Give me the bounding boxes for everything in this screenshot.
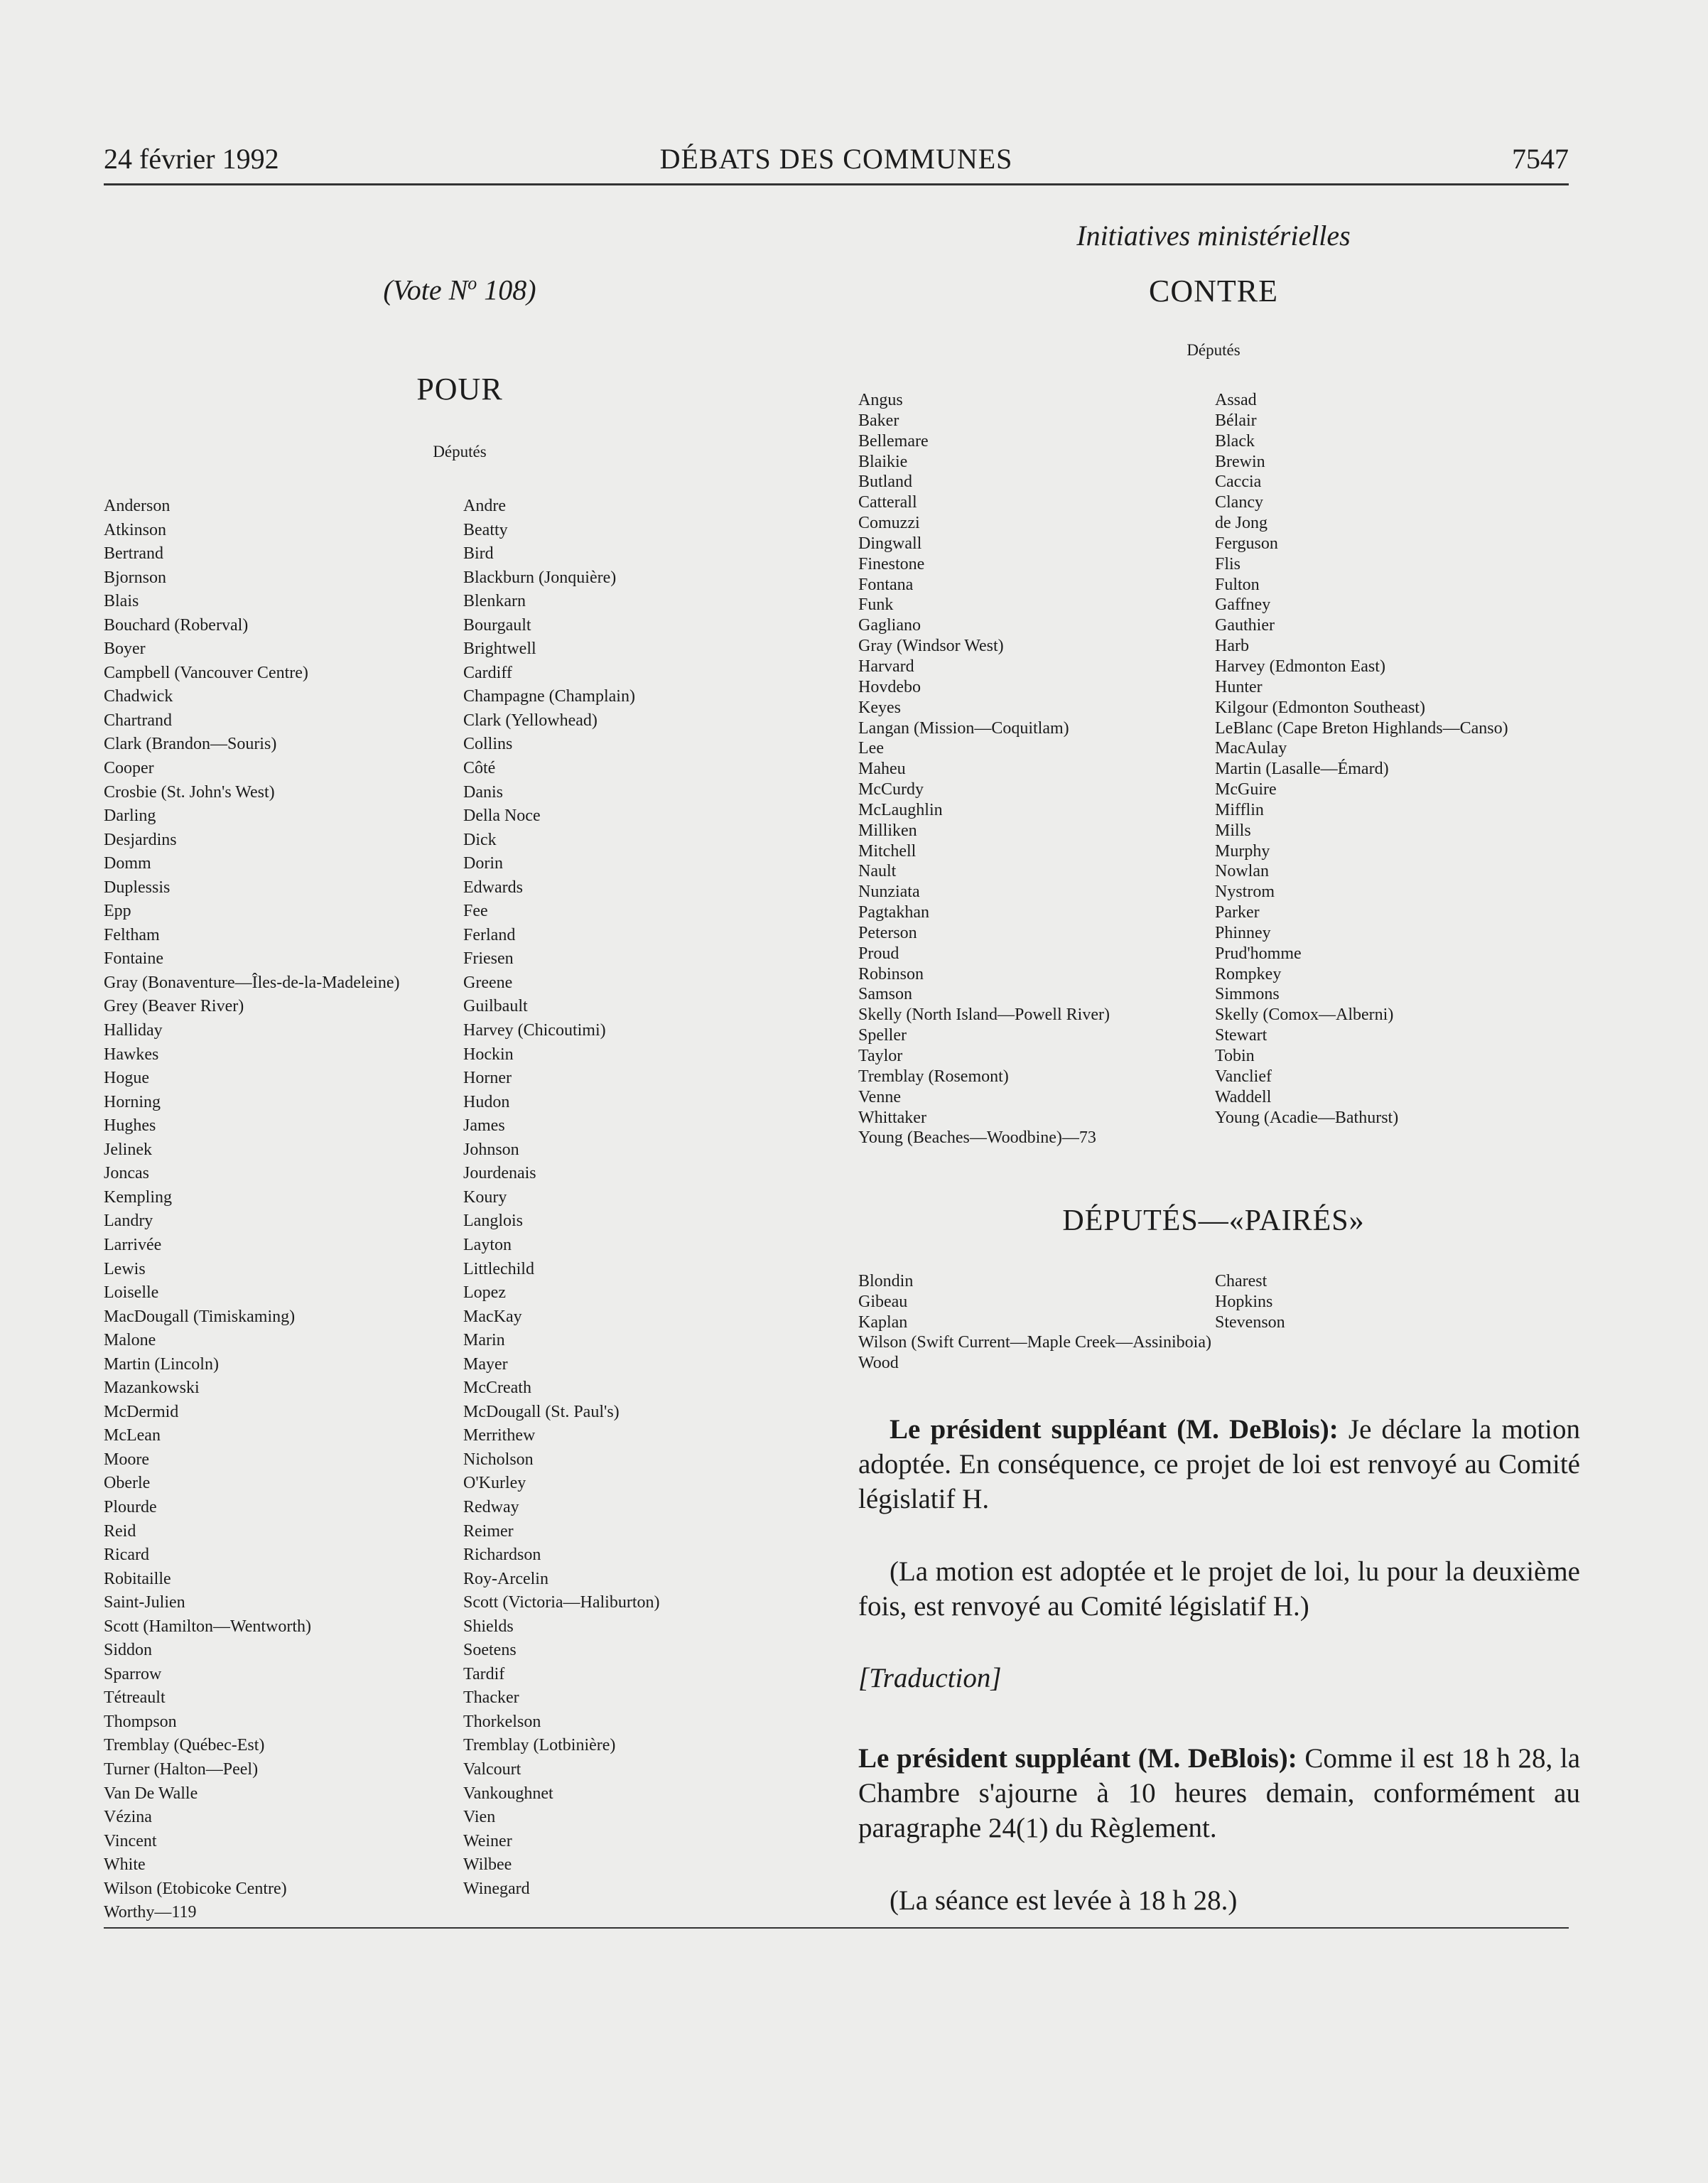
list-item: Young (Beaches—Woodbine)—73	[858, 1128, 1096, 1148]
list-item: McGuire	[1215, 780, 1277, 799]
list-item: Collins	[463, 735, 513, 754]
list-item: Hopkins	[1215, 1292, 1273, 1311]
list-item: Keyes	[858, 698, 901, 717]
list-item: Prud'homme	[1215, 944, 1302, 963]
list-item: Desjardins	[104, 830, 177, 849]
list-item: Reimer	[463, 1521, 514, 1541]
list-item: LeBlanc (Cape Breton Highlands—Canso)	[1215, 718, 1508, 738]
list-item: Peterson	[858, 923, 917, 942]
list-item: Mayer	[463, 1354, 508, 1374]
list-item: Bellemare	[858, 431, 929, 451]
list-item: Catterall	[858, 493, 917, 512]
list-item: Epp	[104, 902, 131, 921]
list-item: Vien	[463, 1808, 496, 1827]
list-item: Robinson	[858, 964, 924, 983]
list-item: MacAulay	[1215, 739, 1287, 758]
list-item: Fontana	[858, 575, 914, 594]
list-item: Lopez	[463, 1283, 506, 1303]
list-item: Blaikie	[858, 452, 908, 471]
list-item: Wood	[858, 1354, 899, 1373]
list-item: Reid	[104, 1521, 136, 1541]
pour-heading: POUR	[416, 372, 503, 406]
contre-heading: CONTRE	[1149, 274, 1278, 308]
list-item: Halliday	[104, 1021, 163, 1040]
list-item: Dorin	[463, 854, 503, 873]
list-item: Koury	[463, 1187, 507, 1207]
list-item: Blondin	[858, 1272, 914, 1290]
paires-heading: DÉPUTÉS—«PAIRÉS»	[1062, 1204, 1365, 1237]
list-item: Shields	[463, 1617, 514, 1636]
list-item: Chartrand	[104, 711, 172, 730]
pour-subheading: Députés	[433, 443, 487, 460]
list-item: Horning	[104, 1092, 161, 1111]
vote-prefix: (Vote N	[383, 274, 468, 306]
list-item: Marin	[463, 1331, 505, 1350]
list-item: Wilson (Etobicoke Centre)	[104, 1879, 287, 1898]
list-item: Fulton	[1215, 575, 1260, 594]
list-item: Tétreault	[104, 1688, 166, 1708]
paragraph-motion-adopted	[858, 1412, 1580, 1516]
list-item: Hogue	[104, 1069, 149, 1088]
list-item: Johnson	[463, 1140, 519, 1159]
list-item: MacKay	[463, 1307, 522, 1326]
list-item: Scott (Hamilton—Wentworth)	[104, 1617, 312, 1636]
list-item: Grey (Beaver River)	[104, 997, 244, 1016]
paires-right-list	[1215, 1271, 1285, 1332]
list-item: Tobin	[1215, 1047, 1255, 1065]
vote-superscript: o	[467, 273, 477, 293]
list-item: Chadwick	[104, 687, 173, 706]
list-item: Ferland	[463, 925, 516, 944]
page-number: 7547	[1512, 143, 1569, 175]
translation-note: [Traduction]	[858, 1663, 1002, 1693]
list-item: Skelly (Comox—Alberni)	[1215, 1006, 1394, 1025]
list-item: Bjornson	[104, 568, 167, 587]
list-item: Kilgour (Edmonton Southeast)	[1215, 698, 1425, 717]
list-item: Harvey (Chicoutimi)	[463, 1021, 606, 1040]
list-item: Vézina	[104, 1808, 152, 1827]
list-item: Nicholson	[463, 1450, 534, 1469]
list-item: Pagtakhan	[858, 903, 929, 922]
list-item: Worthy—119	[104, 1903, 197, 1922]
list-item: Tremblay (Rosemont)	[858, 1067, 1009, 1086]
vote-suffix: 108)	[477, 274, 536, 306]
list-item: Horner	[463, 1069, 512, 1088]
list-item: Hughes	[104, 1116, 156, 1136]
list-item: Samson	[858, 985, 913, 1004]
list-item: MacDougall (Timiskaming)	[104, 1307, 296, 1326]
list-item: Proud	[858, 944, 899, 963]
list-item: Speller	[858, 1026, 907, 1045]
list-item: Langlois	[463, 1212, 523, 1231]
contre-right-list	[1215, 390, 1508, 1128]
list-item: Winegard	[463, 1879, 530, 1898]
list-item: Clark (Yellowhead)	[463, 711, 598, 730]
paragraph-text: Je déclare la motion adoptée. En conséquence, ce projet de loi est renvoyé au Comité législatif H.	[858, 1414, 1581, 1514]
list-item: White	[104, 1855, 146, 1875]
list-item: Weiner	[463, 1831, 512, 1850]
list-item: Gray (Bonaventure—Îles-de-la-Madeleine)	[104, 973, 400, 992]
list-item: Butland	[858, 473, 912, 492]
header-rule	[104, 183, 1569, 185]
list-item: Jourdenais	[463, 1164, 536, 1183]
page-header	[104, 142, 1569, 182]
list-item: Gibeau	[858, 1292, 908, 1311]
list-item: Hovdebo	[858, 677, 921, 696]
list-item: Sparrow	[104, 1664, 162, 1683]
list-item: Turner (Halton—Peel)	[104, 1759, 259, 1779]
list-item: Stewart	[1215, 1026, 1268, 1045]
list-item: Ferguson	[1215, 534, 1278, 553]
list-item: Venne	[858, 1087, 901, 1106]
list-item: Redway	[463, 1497, 519, 1516]
list-item: Harvard	[858, 657, 914, 676]
list-item: Parker	[1215, 903, 1260, 922]
list-item: Landry	[104, 1212, 153, 1231]
speaker-name: Le président suppléant (M. DeBlois):	[858, 1743, 1297, 1774]
list-item: McCreath	[463, 1379, 531, 1398]
list-item: Campbell (Vancouver Centre)	[104, 663, 308, 682]
list-item: Finestone	[858, 554, 925, 573]
list-item: Martin (Lincoln)	[104, 1354, 219, 1374]
list-item: Charest	[1215, 1272, 1268, 1290]
list-item: Taylor	[858, 1047, 903, 1065]
list-item: James	[463, 1116, 505, 1136]
paragraph-sitting-closed: (La séance est levée à 18 h 28.)	[890, 1885, 1238, 1916]
list-item: Skelly (North Island—Powell River)	[858, 1006, 1110, 1025]
list-item: Nystrom	[1215, 883, 1275, 902]
list-item: Della Noce	[463, 807, 541, 826]
list-item: Thacker	[463, 1688, 519, 1708]
list-item: de Jong	[1215, 514, 1268, 533]
list-item: Hawkes	[104, 1045, 159, 1064]
list-item: Duplessis	[104, 878, 171, 897]
list-item: Gauthier	[1215, 616, 1275, 635]
list-item: Bertrand	[104, 544, 163, 564]
list-item: Stevenson	[1215, 1313, 1285, 1332]
list-item: Beatty	[463, 520, 508, 539]
list-item: Kaplan	[858, 1313, 908, 1332]
contre-subheading: Députés	[1187, 341, 1241, 359]
list-item: Murphy	[1215, 841, 1270, 861]
list-item: Funk	[858, 595, 894, 615]
paragraph-text: Comme il est 18 h 28, la Chambre s'ajourne à 10 heures demain, conformément au paragraphe 24(1) du Règlement.	[858, 1743, 1580, 1843]
list-item: Siddon	[104, 1641, 153, 1660]
list-item: Jelinek	[104, 1140, 152, 1159]
list-item: Greene	[463, 973, 513, 992]
list-item: Saint-Julien	[104, 1593, 185, 1612]
list-item: Moore	[104, 1450, 149, 1469]
list-item: Joncas	[104, 1164, 149, 1183]
list-item: Clancy	[1215, 493, 1263, 512]
list-item: Dingwall	[858, 534, 922, 553]
list-item: Darling	[104, 807, 156, 826]
list-item: Waddell	[1215, 1087, 1272, 1106]
list-item: O'Kurley	[463, 1474, 526, 1493]
list-item: Assad	[1215, 391, 1257, 409]
pour-right-list	[463, 495, 660, 1901]
list-item: Gray (Windsor West)	[858, 637, 1004, 656]
list-item: Dick	[463, 830, 497, 849]
header-date: 24 février 1992	[104, 143, 279, 175]
list-item: Phinney	[1215, 923, 1271, 942]
list-item: Wilson (Swift Current—Maple Creek—Assiniboia)	[858, 1333, 1211, 1352]
list-item: Danis	[463, 782, 503, 802]
vote-title	[104, 273, 816, 306]
list-item: Tardif	[463, 1664, 505, 1683]
list-item: Kempling	[104, 1187, 172, 1207]
list-item: McDougall (St. Paul's)	[463, 1402, 620, 1421]
list-item: Martin (Lasalle—Émard)	[1215, 760, 1389, 779]
list-item: Feltham	[104, 925, 160, 944]
list-item: Mifflin	[1215, 800, 1264, 819]
list-item: Gagliano	[858, 616, 921, 635]
list-item: Young (Acadie—Bathurst)	[1215, 1108, 1399, 1127]
list-item: Thompson	[104, 1712, 177, 1731]
list-item: Simmons	[1215, 985, 1280, 1004]
list-item: Nunziata	[858, 883, 920, 902]
list-item: McCurdy	[858, 780, 924, 799]
speaker-name: Le président suppléant (M. DeBlois):	[890, 1414, 1339, 1445]
list-item: Edwards	[463, 878, 523, 897]
paragraph-adjournment	[858, 1741, 1580, 1845]
list-item: Guilbault	[463, 997, 528, 1016]
list-item: Bélair	[1215, 411, 1257, 430]
list-item: Littlechild	[463, 1259, 534, 1278]
list-item: Layton	[463, 1235, 512, 1254]
list-item: Ricard	[104, 1546, 149, 1565]
list-item: Blenkarn	[463, 592, 526, 611]
paragraph-motion-note: (La motion est adoptée et le projet de loi, lu pour la deuxième fois, est renvoyé au Comité législatif H.)	[858, 1556, 1580, 1622]
list-item: Malone	[104, 1331, 156, 1350]
list-item: Flis	[1215, 554, 1241, 573]
list-item: Boyer	[104, 640, 146, 659]
list-item: Valcourt	[463, 1759, 521, 1779]
list-item: McLean	[104, 1426, 161, 1445]
list-item: Wilbee	[463, 1855, 512, 1875]
list-item: Richardson	[463, 1546, 541, 1565]
list-item: Fontaine	[104, 949, 163, 969]
footer-rule	[104, 1927, 1569, 1929]
list-item: Brightwell	[463, 640, 536, 659]
list-item: Brewin	[1215, 452, 1265, 471]
list-item: Harvey (Edmonton East)	[1215, 657, 1385, 676]
list-item: Thorkelson	[463, 1712, 541, 1731]
list-item: Cooper	[104, 759, 154, 778]
list-item: Hunter	[1215, 677, 1263, 696]
list-item: Lewis	[104, 1259, 146, 1278]
list-item: Mazankowski	[104, 1379, 200, 1398]
list-item: Van De Walle	[104, 1784, 198, 1803]
list-item: Soetens	[463, 1641, 517, 1660]
list-item: Hockin	[463, 1045, 514, 1064]
list-item: Roy-Arcelin	[463, 1569, 548, 1588]
list-item: Nault	[858, 862, 897, 881]
list-item: Friesen	[463, 949, 514, 969]
list-item: Lee	[858, 739, 884, 758]
section-title: Initiatives ministérielles	[1076, 220, 1351, 252]
list-item: Plourde	[104, 1497, 157, 1516]
list-item: Nowlan	[1215, 862, 1269, 881]
list-item: Black	[1215, 431, 1255, 451]
list-item: Côté	[463, 759, 496, 778]
list-item: Maheu	[858, 760, 906, 779]
list-item: Champagne (Champlain)	[463, 687, 635, 706]
list-item: Merrithew	[463, 1426, 536, 1445]
list-item: Milliken	[858, 821, 917, 840]
list-item: Tremblay (Québec-Est)	[104, 1736, 265, 1755]
pour-left-list	[104, 495, 399, 1925]
list-item: Fee	[463, 902, 488, 921]
list-item: Whittaker	[858, 1108, 926, 1127]
paires-left-list	[858, 1271, 1211, 1374]
list-item: Langan (Mission—Coquitlam)	[858, 718, 1069, 738]
list-item: Gaffney	[1215, 595, 1271, 615]
list-item: Vankoughnet	[463, 1784, 553, 1803]
list-item: Blais	[104, 592, 139, 611]
list-item: Baker	[858, 411, 899, 430]
list-item: Mitchell	[858, 841, 917, 861]
list-item: Comuzzi	[858, 514, 920, 533]
list-item: Larrivée	[104, 1235, 162, 1254]
contre-left-list	[858, 390, 1110, 1148]
list-item: Loiselle	[104, 1283, 159, 1303]
list-item: Vincent	[104, 1831, 157, 1850]
list-item: Robitaille	[104, 1569, 171, 1588]
list-item: Hudon	[463, 1092, 510, 1111]
list-item: Bourgault	[463, 615, 531, 635]
list-item: Atkinson	[104, 520, 167, 539]
list-item: Angus	[858, 391, 903, 409]
list-item: Bird	[463, 544, 494, 564]
list-item: Cardiff	[463, 663, 512, 682]
header-title: DÉBATS DES COMMUNES	[659, 143, 1013, 175]
list-item: Anderson	[104, 497, 171, 515]
list-item: Mills	[1215, 821, 1251, 840]
list-item: Tremblay (Lotbinière)	[463, 1736, 616, 1755]
list-item: Caccia	[1215, 473, 1262, 492]
list-item: McLaughlin	[858, 800, 943, 819]
list-item: Domm	[104, 854, 151, 873]
list-item: Oberle	[104, 1474, 151, 1493]
list-item: Andre	[463, 497, 506, 515]
list-item: McDermid	[104, 1402, 179, 1421]
list-item: Bouchard (Roberval)	[104, 615, 249, 635]
list-item: Harb	[1215, 637, 1249, 656]
list-item: Scott (Victoria—Haliburton)	[463, 1593, 660, 1612]
list-item: Vanclief	[1215, 1067, 1272, 1086]
list-item: Rompkey	[1215, 964, 1282, 983]
list-item: Clark (Brandon—Souris)	[104, 735, 277, 754]
list-item: Crosbie (St. John's West)	[104, 782, 275, 802]
list-item: Blackburn (Jonquière)	[463, 568, 617, 587]
